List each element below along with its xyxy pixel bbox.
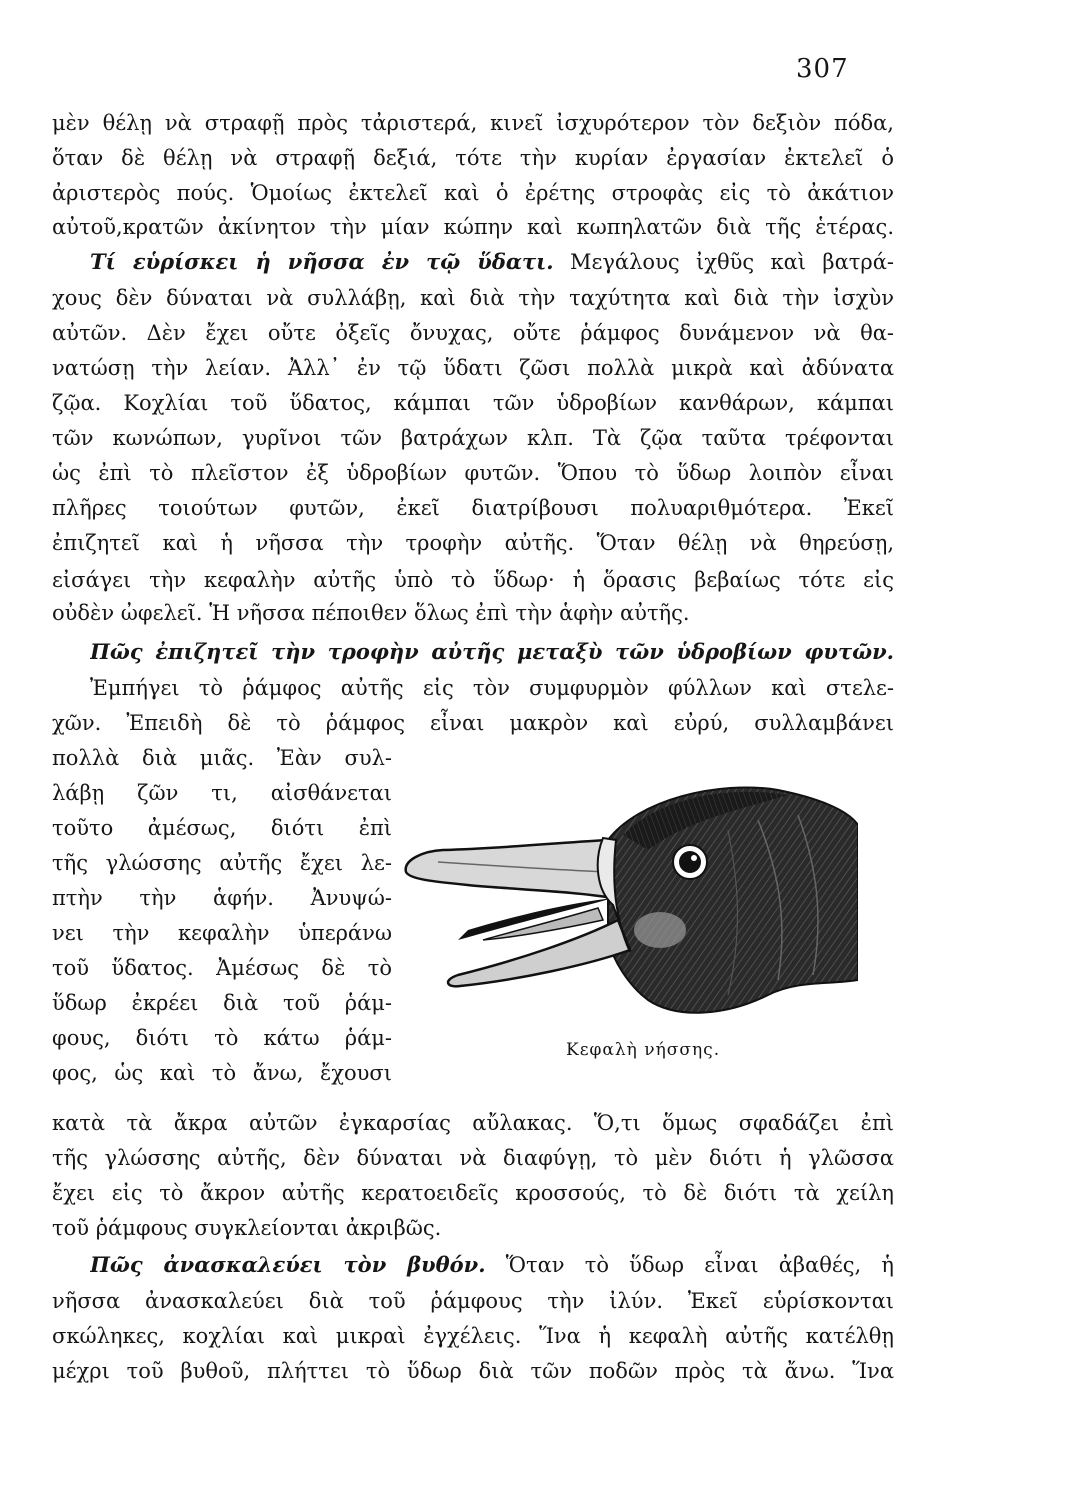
text-line: κατὰ τὰ ἄκρα αὐτῶν ἐγκαρσίας αὔλακας. Ὅ,τι ὅμως σφαδάζει ἐπὶ xyxy=(52,1111,894,1135)
text-line: ὅταν δὲ θέλῃ νὰ στραφῇ δεξιά, τότε τὴν κυρίαν ἐργασίαν ἐκτελεῖ ὁ xyxy=(52,146,894,170)
text-line: πλῆρες τοιούτων φυτῶν, ἐκεῖ διατρίβουσι πολυαριθμότερα. Ἐκεῖ xyxy=(52,496,894,520)
text-run: Ὅταν τὸ ὕδωρ εἶναι ἀβαθές, ἡ xyxy=(485,1253,894,1277)
text-line: αὐτῶν. Δὲν ἔχει οὔτε ὀξεῖς ὄνυχας, οὔτε ῥάμφος δυνάμενον νὰ θα- xyxy=(52,321,894,345)
section-heading-line xyxy=(90,247,894,277)
text-line: ὡς ἐπὶ τὸ πλεῖστον ἐξ ὑδροβίων φυτῶν. Ὅπου τὸ ὕδωρ λοιπὸν εἶναι xyxy=(52,461,894,485)
text-line: τῆς γλώσσης αὐτῆς, δὲν δύναται νὰ διαφύγῃ, τὸ μὲν διότι ἡ γλῶσσα xyxy=(52,1146,894,1170)
text-line: πολλὰ διὰ μιᾶς. Ἐὰν συλ- xyxy=(52,746,392,770)
text-line: ἀριστερὸς πούς. Ὁμοίως ἐκτελεῖ καὶ ὁ ἐρέτης στροφὰς εἰς τὸ ἀκάτιον xyxy=(52,181,894,205)
duck-head-illustration xyxy=(398,780,858,1030)
text-line: χους δὲν δύναται νὰ συλλάβῃ, καὶ διὰ τὴν ταχύτητα καὶ διὰ τὴν ἰσχὺν xyxy=(52,286,894,310)
text-line: νατώσῃ τὴν λείαν. Ἀλλ᾽ ἐν τῷ ὕδατι ζῶσι πολλὰ μικρὰ καὶ ἀδύνατα xyxy=(52,356,894,380)
section-heading-line xyxy=(90,1250,894,1280)
text-line: Ἐμπήγει τὸ ῥάμφος αὐτῆς εἰς τὸν συμφυρμὸν φύλλων καὶ στελε- xyxy=(90,676,894,700)
text-line: πτὴν τὴν ἁφήν. Ἀνυψώ- xyxy=(52,886,392,910)
text-line: τοῦτο ἀμέσως, διότι ἐπὶ xyxy=(52,816,392,840)
text-line: νει τὴν κεφαλὴν ὑπεράνω xyxy=(52,921,392,945)
text-line: τῆς γλώσσης αὐτῆς ἔχει λε- xyxy=(52,851,392,875)
text-line: νῆσσα ἀνασκαλεύει διὰ τοῦ ῥάμφους τὴν ἰλύν. Ἐκεῖ εὑρίσκονται xyxy=(52,1289,894,1313)
text-line: μέχρι τοῦ βυθοῦ, πλήττει τὸ ὕδωρ διὰ τῶν ποδῶν πρὸς τὰ ἄνω. Ἵνα xyxy=(52,1359,894,1383)
text-line: μὲν θέλῃ νὰ στραφῇ πρὸς τἀριστερά, κινεῖ ἰσχυρότερον τὸν δεξιὸν πόδα, xyxy=(52,111,894,135)
text-line: ἐπιζητεῖ καὶ ἡ νῆσσα τὴν τροφὴν αὐτῆς. Ὅταν θέλῃ νὰ θηρεύσῃ, xyxy=(52,531,894,555)
section-heading: Πῶς ἀνασκαλεύει τὸν βυθόν. xyxy=(90,1252,486,1277)
text-line: χῶν. Ἐπειδὴ δὲ τὸ ῥάμφος εἶναι μακρὸν καὶ εὐρύ, συλλαμβάνει xyxy=(52,711,894,735)
text-line: ὕδωρ ἐκρέει διὰ τοῦ ῥάμ- xyxy=(52,991,392,1015)
text-line: εἰσάγει τὴν κεφαλὴν αὐτῆς ὑπὸ τὸ ὕδωρ· ἡ ὅρασις βεβαίως τότε εἰς xyxy=(52,568,894,592)
text-line: τῶν κωνώπων, γυρῖνοι τῶν βατράχων κλπ. Τὰ ζῷα ταῦτα τρέφονται xyxy=(52,426,894,450)
text-line: φος, ὡς καὶ τὸ ἄνω, ἔχουσι xyxy=(52,1061,392,1085)
text-line: οὐδὲν ὠφελεῖ. Ἡ νῆσσα πέποιθεν ὅλως ἐπὶ τὴν ἁφὴν αὐτῆς. xyxy=(52,601,690,625)
text-line: αὐτοῦ,κρατῶν ἀκίνητον τὴν μίαν κώπην καὶ κωπηλατῶν διὰ τῆς ἑτέρας. xyxy=(52,215,894,239)
page-number: 307 xyxy=(796,54,849,84)
text-line: τοῦ ῥάμφους συγκλείονται ἀκριβῶς. xyxy=(52,1216,442,1240)
text-line: τοῦ ὕδατος. Ἀμέσως δὲ τὸ xyxy=(52,956,392,980)
figure-caption: Κεφαλὴ νήσσης. xyxy=(566,1040,721,1060)
text-line: φους, διότι τὸ κάτω ῥάμ- xyxy=(52,1026,392,1050)
text-line: ζῷα. Κοχλίαι τοῦ ὕδατος, κάμπαι τῶν ὑδροβίων κανθάρων, κάμπαι xyxy=(52,391,894,415)
section-heading: Πῶς ἐπιζητεῖ τὴν τροφὴν αὐτῆς μεταξὺ τῶν ὑδροβίων φυτῶν. xyxy=(90,639,894,664)
text-line: λάβῃ ζῶν τι, αἰσθάνεται xyxy=(52,781,392,805)
text-line: ἔχει εἰς τὸ ἄκρον αὐτῆς κερατοειδεῖς κροσσούς, τὸ δὲ διότι τὰ χείλη xyxy=(52,1181,894,1205)
text-line: σκώληκες, κοχλίαι καὶ μικραὶ ἐγχέλεις. Ἵνα ἡ κεφαλὴ αὐτῆς κατέλθῃ xyxy=(52,1324,894,1348)
section-heading: Τί εὑρίσκει ἡ νῆσσα ἐν τῷ ὕδατι. xyxy=(90,249,554,274)
section-heading-line xyxy=(90,637,894,667)
text-run: Μεγάλους ἰχθῦς καὶ βατρά- xyxy=(553,250,894,274)
